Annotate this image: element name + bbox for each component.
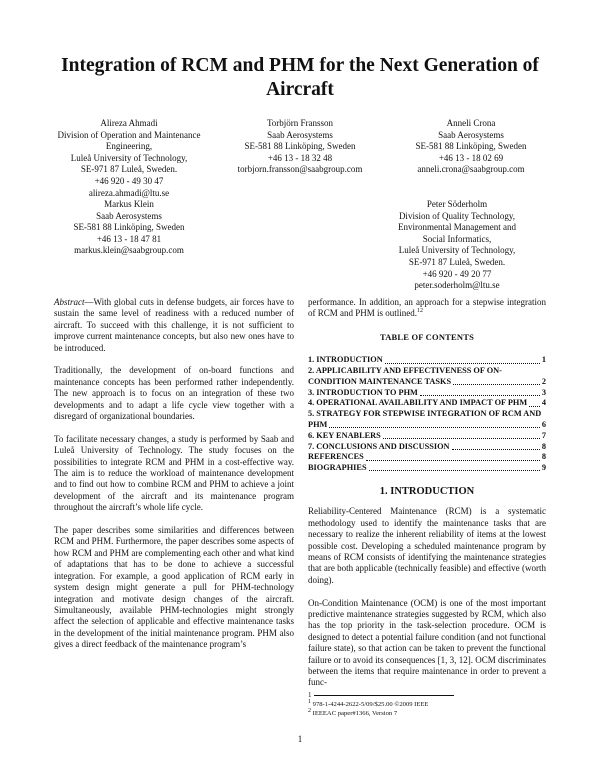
toc-entry-page: 3 bbox=[541, 387, 546, 397]
author-line: SE-971 87 Luleå, Sweden. bbox=[408, 256, 506, 267]
left-column bbox=[54, 297, 294, 662]
toc-entry[interactable] bbox=[308, 388, 546, 399]
toc-entry[interactable] bbox=[308, 463, 546, 474]
toc-title: TABLE OF CONTENTS bbox=[379, 331, 475, 342]
toc-entry-page: 1 bbox=[541, 355, 546, 365]
footnote-rule bbox=[314, 695, 454, 696]
toc-entry[interactable] bbox=[308, 420, 546, 431]
toc-leader bbox=[529, 406, 540, 407]
toc-leader bbox=[453, 384, 540, 385]
abstract-dash: — bbox=[84, 297, 94, 307]
toc-entry-page: 6 bbox=[541, 420, 546, 429]
footnote-1 bbox=[308, 701, 546, 709]
author-line: Saab Aerosystems bbox=[438, 129, 504, 140]
author-line: Environmental Management and bbox=[398, 222, 516, 233]
author-email: alireza.ahmadi@ltu.se bbox=[88, 187, 170, 198]
toc-entry[interactable] bbox=[308, 452, 546, 463]
author-block-crona bbox=[386, 118, 556, 176]
author-name: Anneli Crona bbox=[446, 118, 496, 128]
toc-entry-page: 8 bbox=[541, 441, 546, 451]
author-line: Saab Aerosystems bbox=[96, 210, 162, 221]
author-name: Markus Klein bbox=[104, 199, 154, 209]
author-line: SE-971 87 Luleå, Sweden. bbox=[80, 164, 178, 175]
toc-entry[interactable] bbox=[308, 442, 546, 453]
toc-list bbox=[308, 355, 546, 474]
author-line: Luleå University of Technology, bbox=[70, 152, 188, 163]
toc-leader bbox=[383, 438, 540, 439]
toc-entry[interactable] bbox=[308, 398, 546, 409]
author-line: Division of Quality Technology, bbox=[398, 210, 516, 221]
author-email: peter.soderholm@ltu.se bbox=[414, 280, 500, 291]
author-line: Division of Operation and Maintenance bbox=[57, 129, 201, 140]
footnote-2 bbox=[308, 707, 546, 718]
author-line: +46 13 - 18 02 69 bbox=[438, 152, 504, 163]
toc-entry-label: 3. INTRODUCTION TO PHM bbox=[308, 387, 418, 397]
author-line: Saab Aerosystems bbox=[267, 129, 333, 140]
author-name: Peter Söderholm bbox=[426, 199, 488, 209]
abstract-paragraph-3: To facilitate necessary changes, a study is performed by Saab and Luleå University of Technology. The study focuses on the possibilities to integrate RCM and PHM in a cost-effective way. The aim is to reduce the workload of maintenance development and to find out how to combine RCM and PHM to achieve a joint development of the aircraft and its maintenance program throughout the aircraft’s whole life cycle. bbox=[54, 433, 294, 513]
toc-entry-label: REFERENCES bbox=[308, 452, 364, 462]
toc-entry-line1[interactable]: 2. APPLICABILITY AND EFFECTIVENESS OF ON- bbox=[308, 366, 502, 376]
author-block-fransson bbox=[215, 118, 385, 176]
abstract-paragraph-2: Traditionally, the development of on-board functions and maintenance concepts has been performed rather independently. The new approach is to focus on an integration of these two developments and to adapt a life cycle view together with a disregard of organizational boundaries. bbox=[54, 365, 294, 422]
abstract-paragraph-4: The paper describes some similarities and differences between RCM and PHM. Furthermore, the paper describes some aspects of how RCM and PHM are complementing each other and what kind of adaptations that has to be done to achieve a successful integration. For example, a good application of RCM early in system design might generate a pull for PHM-technology integration and motivate design changes of the aircraft. Simultaneously, available PHM-technologies might strongly affect the selection of applicable and effective maintenance tasks in the development of the initial maintenance program. PHM also gives a direct feedback of the maintenance program’s bbox=[54, 525, 294, 650]
footnote-1-text: 978-1-4244-2622-5/09/$25.00 ©2009 IEEE bbox=[312, 701, 429, 709]
toc-entry[interactable] bbox=[308, 355, 546, 366]
author-line: SE-581 88 Linköping, Sweden bbox=[244, 141, 356, 152]
toc-entry-label: 1. INTRODUCTION bbox=[308, 355, 383, 365]
abstract-continuation-text: performance. In addition, an approach for a stepwise integration of RCM and PHM is outlined. bbox=[308, 297, 546, 319]
abstract-label: Abstract bbox=[54, 297, 85, 307]
toc-leader bbox=[366, 460, 540, 461]
author-line: SE-581 88 Linköping, Sweden bbox=[415, 141, 527, 152]
toc-entry-page: 7 bbox=[541, 430, 546, 440]
abstract-text: With global cuts in defense budgets, air forces have to sustain the same level of readiness with a reduced number of aircraft. To succeed with this challenge, it is not sufficient to improve current maintenance concepts, but also new ones have to be introduced. bbox=[54, 297, 294, 353]
toc-entry-label: 4. OPERATIONAL AVAILABILITY AND IMPACT OF PHM bbox=[308, 398, 528, 408]
author-block-ahmadi bbox=[44, 118, 214, 199]
toc-entry-line1[interactable]: 5. STRATEGY FOR STEPWISE INTEGRATION OF RCM AND bbox=[308, 409, 542, 419]
page-number: 1 bbox=[297, 734, 303, 744]
footnote-1-mark: 1 bbox=[308, 699, 311, 706]
author-line: +46 920 - 49 20 77 bbox=[422, 268, 492, 279]
author-email: markus.klein@saabgroup.com bbox=[74, 245, 184, 256]
toc-leader bbox=[329, 427, 539, 428]
author-name: Torbjörn Fransson bbox=[266, 118, 334, 128]
footnote-2-text: IEEEAC paper#1366, Version 7 bbox=[312, 709, 398, 717]
author-block-klein bbox=[44, 199, 214, 257]
toc-entry-label: 6. KEY ENABLERS bbox=[308, 430, 381, 440]
footnote-2-mark: 2 bbox=[308, 707, 311, 714]
author-line: Luleå University of Technology, bbox=[398, 245, 516, 256]
author-line: Social Informatics, bbox=[422, 233, 492, 244]
footnote-mark: 1 bbox=[308, 690, 312, 699]
footnote-mark-line bbox=[308, 690, 546, 701]
abstract-paragraph-1 bbox=[54, 297, 294, 354]
author-line: +46 13 - 18 47 81 bbox=[96, 233, 162, 244]
author-line: +46 920 - 49 30 47 bbox=[94, 175, 164, 186]
toc-entry-label: 7. CONCLUSIONS AND DISCUSSION bbox=[308, 441, 450, 451]
abstract-continuation bbox=[308, 297, 546, 320]
author-email: torbjorn.fransson@saabgroup.com bbox=[237, 164, 363, 175]
toc-entry-page: 4 bbox=[541, 398, 546, 408]
author-line: +46 13 - 18 32 48 bbox=[267, 152, 333, 163]
toc-entry[interactable] bbox=[308, 377, 546, 388]
intro-paragraph-1: Reliability-Centered Maintenance (RCM) is a systematic methodology used to identify the maintenance tasks that are necessary to realize the inherent reliability of items at the lowest possible cost. Developing a scheduled maintenance program by means of RCM consists of identifying the maintenance strategies that are both applicable (technically feasible) and effective (worth doing). bbox=[308, 506, 546, 585]
author-block-soderholm bbox=[372, 199, 542, 292]
paper-title: Integration of RCM and PHM for the Next Generation of Aircraft bbox=[61, 55, 539, 100]
author-name: Alireza Ahmadi bbox=[100, 118, 158, 128]
toc-entry-label: PHM bbox=[308, 420, 328, 429]
toc-entry[interactable] bbox=[308, 431, 546, 442]
author-email: anneli.crona@saabgroup.com bbox=[417, 164, 525, 175]
section-heading: 1. INTRODUCTION bbox=[379, 485, 475, 497]
right-column bbox=[308, 297, 546, 718]
toc-entry-page: 9 bbox=[541, 463, 546, 473]
toc-leader bbox=[369, 470, 540, 471]
toc-leader bbox=[385, 363, 540, 364]
footnote-ref: 12 bbox=[417, 308, 424, 315]
toc-entry-label: BIOGRAPHIES bbox=[308, 463, 367, 473]
toc-entry-page: 8 bbox=[541, 452, 546, 462]
toc-leader bbox=[420, 395, 540, 396]
author-line: SE-581 88 Linköping, Sweden bbox=[73, 222, 185, 233]
intro-paragraph-2: On-Condition Maintenance (OCM) is one of the most important predictive maintenance strategies suggested by RCM, which also has the top priority in the task-selection procedure. OCM is designed to detect a potential failure condition (and not functional failure state), so that action can be taken to prevent the functional failure or to avoid its consequences [1, 3, 12]. OCM discriminates between the items that require maintenance in order to prevent a func- bbox=[308, 597, 546, 688]
toc-entry-label: CONDITION MAINTENANCE TASKS bbox=[308, 376, 452, 386]
toc-leader bbox=[452, 449, 540, 450]
toc-entry-page: 2 bbox=[541, 376, 546, 386]
author-line: Engineering, bbox=[105, 141, 153, 152]
